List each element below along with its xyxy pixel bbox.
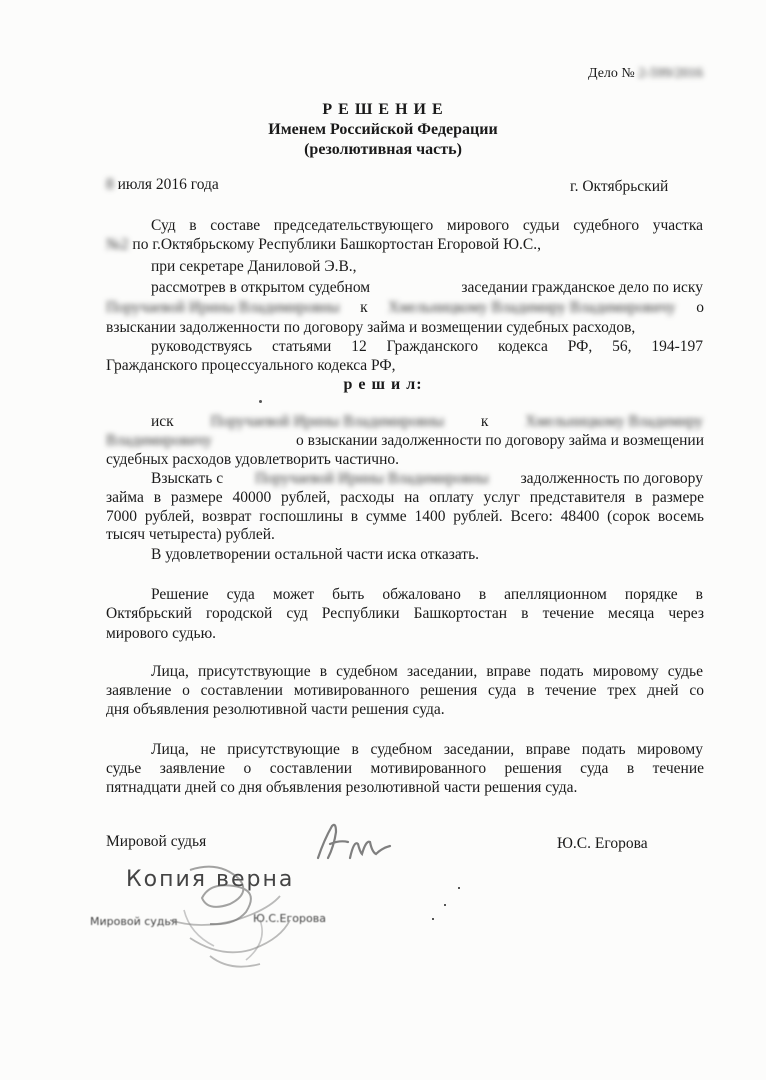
decision-plaintiff: Поручаевой Ирины Владимировны bbox=[210, 413, 445, 430]
decision-line-1 bbox=[151, 412, 703, 432]
scan-speck bbox=[259, 400, 262, 403]
collect-rest: задолженность по договору bbox=[520, 470, 703, 487]
party-connector: к bbox=[360, 299, 368, 316]
decision-defendant-patronymic: Владимировичу bbox=[106, 432, 212, 449]
collect-line-4: тысяч четыреста) рублей. bbox=[106, 526, 275, 543]
document-title: Р Е Ш Е Н И Е bbox=[322, 101, 444, 118]
intro-line-3a: рассмотрев в открытом судебном bbox=[151, 279, 371, 296]
intro-line-2 bbox=[106, 235, 541, 255]
case-number bbox=[588, 64, 703, 84]
intro-secretary: при секретаре Даниловой Э.В., bbox=[151, 258, 357, 275]
stamp-role: Мировой судья bbox=[90, 915, 178, 928]
signature-role: Мировой судья bbox=[106, 833, 207, 850]
decision-denied: В удовлетворении остальной части иска отказать. bbox=[151, 546, 480, 563]
appeal-line-2: Октябрьский городской суд Республики Башкортостан в течение месяца через bbox=[106, 605, 704, 622]
present-line-3: дня объявления резолютивной части решения суда. bbox=[106, 701, 445, 718]
absent-line-3: пятнадцати дней со дня объявления резолютивной части решения суда. bbox=[106, 779, 578, 796]
decision-connector: к bbox=[480, 413, 489, 430]
document-part: (резолютивная часть) bbox=[304, 141, 462, 158]
absent-line-1: Лица, не присутствующие в судебном заседании, вправе подать мировому bbox=[151, 741, 703, 758]
court-section-number: №2 bbox=[106, 236, 129, 253]
decision-claim-word: иск bbox=[151, 413, 174, 430]
intro-parties bbox=[106, 298, 704, 318]
collect-name: Поручаевой Ирины Владимировны bbox=[255, 470, 489, 487]
date-day: 8 bbox=[106, 176, 114, 193]
intro-line-6: руководствуясь статьями 12 Гражданского кодекса РФ, 56, 194-197 bbox=[151, 338, 703, 355]
plaintiff-name: Поручаевой Ирины Владимировны bbox=[106, 299, 340, 316]
party-connector-o: о bbox=[696, 299, 704, 316]
collect-word: Взыскать с bbox=[151, 470, 224, 487]
collect-line-2: займа в размере 40000 рублей, расходы на оплату услуг представителя в размере bbox=[106, 489, 704, 506]
stamp-copy-text: Копия верна bbox=[126, 867, 295, 892]
appeal-line-3: мирового судью. bbox=[106, 625, 217, 642]
collect-line-1 bbox=[151, 469, 703, 489]
decision-line-3: судебных расходов удовлетворить частично. bbox=[106, 451, 400, 468]
signature-name: Ю.С. Егорова bbox=[557, 835, 648, 852]
decision-defendant: Хмельницкому Владимиру bbox=[525, 413, 703, 430]
resolved-heading: р е ш и л: bbox=[343, 376, 423, 393]
collect-line-3: 7000 рублей, возврат госпошлины в сумме 1400 рублей. Всего: 48400 (сорок восемь bbox=[106, 508, 704, 525]
stamp-signature-icon bbox=[150, 860, 320, 980]
intro-line-2-text: по г.Октябрьскому Республики Башкортостан Егоровой Ю.С., bbox=[132, 236, 541, 253]
present-line-1: Лица, присутствующие в судебном заседании, вправе подать мировому судье bbox=[151, 663, 703, 680]
intro-line-5: взыскании задолженности по договору займа и возмещении судебных расходов, bbox=[106, 319, 636, 336]
document-subtitle: Именем Российской Федерации bbox=[268, 121, 498, 138]
signature-mark-icon bbox=[310, 818, 400, 866]
stamp-name: Ю.С.Егорова bbox=[253, 912, 326, 925]
case-label: Дело № bbox=[588, 66, 635, 81]
defendant-name: Хмельницкому Владимиру Владимировичу bbox=[388, 299, 676, 316]
appeal-line-1: Решение суда может быть обжаловано в апелляционном порядке в bbox=[151, 586, 703, 603]
present-line-2: заявление о составлении мотивированного решения суда в течение трех дней со bbox=[106, 682, 704, 699]
scan-speck bbox=[444, 904, 446, 906]
decision-line-2-text: о взыскании задолженности по договору займа и возмещении bbox=[296, 432, 704, 449]
document-date bbox=[106, 175, 219, 195]
scan-speck bbox=[432, 918, 434, 920]
intro-line-7: Гражданского процессуального кодекса РФ, bbox=[106, 357, 396, 374]
decision-line-2 bbox=[106, 431, 704, 451]
absent-line-2: судье заявление о составлении мотивированного решения суда в течение bbox=[106, 760, 704, 777]
intro-line-3 bbox=[151, 278, 703, 298]
intro-line-1: Суд в составе председательствующего мирового судьи судебного участка bbox=[151, 217, 703, 234]
intro-line-3b: заседании гражданское дело по иску bbox=[461, 279, 703, 296]
date-rest: июля 2016 года bbox=[117, 176, 219, 193]
scan-speck bbox=[458, 887, 460, 889]
document-place: г. Октябрьский bbox=[570, 178, 669, 195]
case-number-value: 2-599/2016 bbox=[638, 66, 703, 81]
